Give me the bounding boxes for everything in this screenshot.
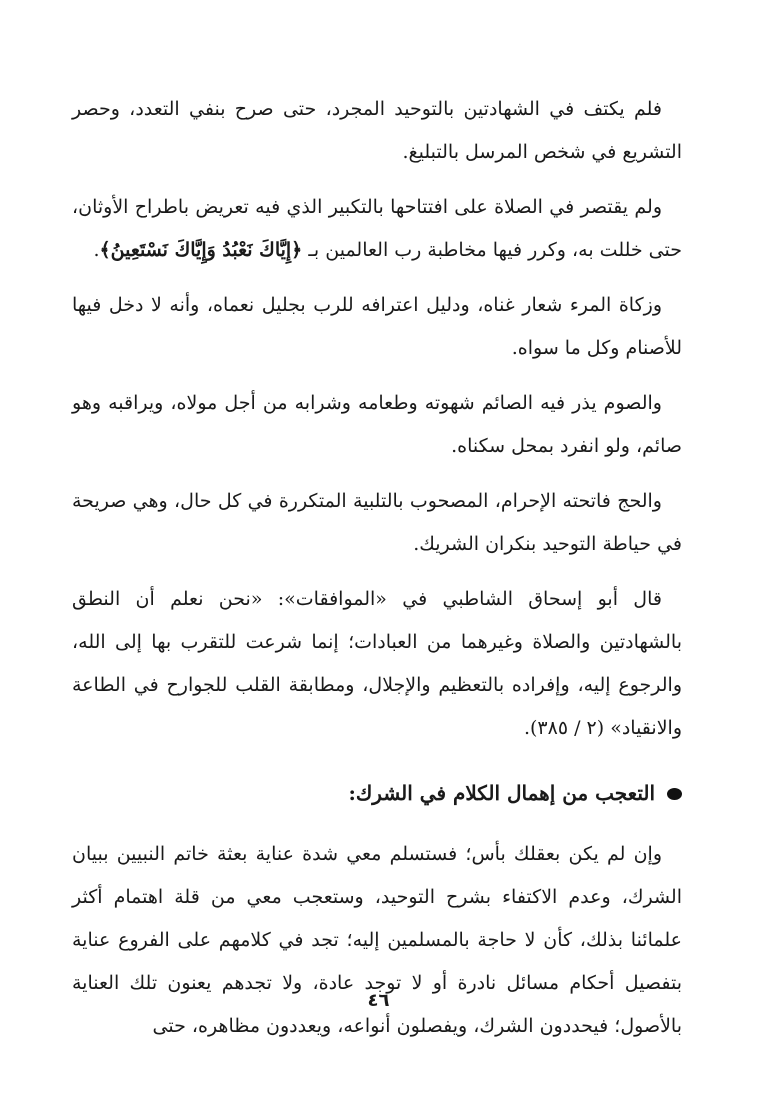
paragraph-shahada bbox=[72, 88, 682, 174]
paragraph-text: والصوم يذر فيه الصائم شهوته وطعامه وشرابه من أجل مولاه، ويراقبه وهو صائم، ولو انفرد بمحل سكناه. bbox=[72, 392, 682, 457]
paragraph-text: قال أبو إسحاق الشاطبي في «الموافقات»: «نحن نعلم أن النطق بالشهادتين والصلاة وغيرهما من العبادات؛ إنما شرعت للتقرب بها إلى الله، والرجوع إليه، وإفراده بالتعظيم والإجلال، ومطابقة القلب للجوارح في الطاعة والانقياد» bbox=[72, 588, 682, 739]
paragraph-shatibi-quote bbox=[72, 578, 682, 750]
section-heading bbox=[72, 772, 682, 815]
paragraph-text: وإن لم يكن بعقلك بأس؛ فستسلم معي شدة عناية بعثة خاتم النبيين ببيان الشرك، وعدم الاكتفاء بشرح التوحيد، وستعجب معي من قلة اهتمام أكثر علمائنا بذلك، كأن لا حاجة بالمسلمين إليه؛ تجد في كلامهم على الفروع عناية بتفصيل أحكام مسائل نادرة أو لا توجد عادة، ولا تجدهم يعنون تلك العناية بالأصول؛ فيحددون الشرك، ويفصلون أنواعه، ويعددون مظاهره، حتى bbox=[72, 843, 682, 1037]
page-body bbox=[72, 88, 682, 1060]
paragraph-text: ولم يقتصر في الصلاة على افتتاحها بالتكبير الذي فيه تعريض باطراح الأوثان، حتى خللت به، وكرر فيها مخاطبة رب العالمين بـ bbox=[72, 196, 682, 261]
quran-verse: ﴿إِيَّاكَ نَعْبُدُ وَإِيَّاكَ نَسْتَعِينُ﴾ bbox=[99, 239, 303, 261]
paragraph-text: فلم يكتف في الشهادتين بالتوحيد المجرد، حتى صرح بنفي التعدد، وحصر التشريع في شخص المرسل بالتبليغ. bbox=[72, 98, 682, 163]
paragraph-text: والحج فاتحته الإحرام، المصحوب بالتلبية المتكررة في كل حال، وهي صريحة في حياطة التوحيد بنكران الشريك. bbox=[72, 490, 682, 555]
paragraph-text-end: . bbox=[93, 239, 100, 261]
paragraph-sawm bbox=[72, 382, 682, 468]
section-heading-text: التعجب من إهمال الكلام في الشرك: bbox=[348, 781, 655, 805]
paragraph-text-end: . bbox=[523, 717, 530, 739]
paragraph-text: وزكاة المرء شعار غناه، ودليل اعترافه للرب بجليل نعماه، وأنه لا دخل فيها للأصنام وكل ما سواه. bbox=[72, 294, 682, 359]
paragraph-zakat bbox=[72, 284, 682, 370]
paragraph-salat bbox=[72, 186, 682, 272]
paragraph-hajj bbox=[72, 480, 682, 566]
citation: (٢ / ٣٨٥) bbox=[529, 717, 605, 739]
bullet-icon bbox=[667, 788, 682, 800]
paragraph-final bbox=[72, 833, 682, 1048]
page-number: ٤٦ bbox=[367, 990, 390, 1011]
